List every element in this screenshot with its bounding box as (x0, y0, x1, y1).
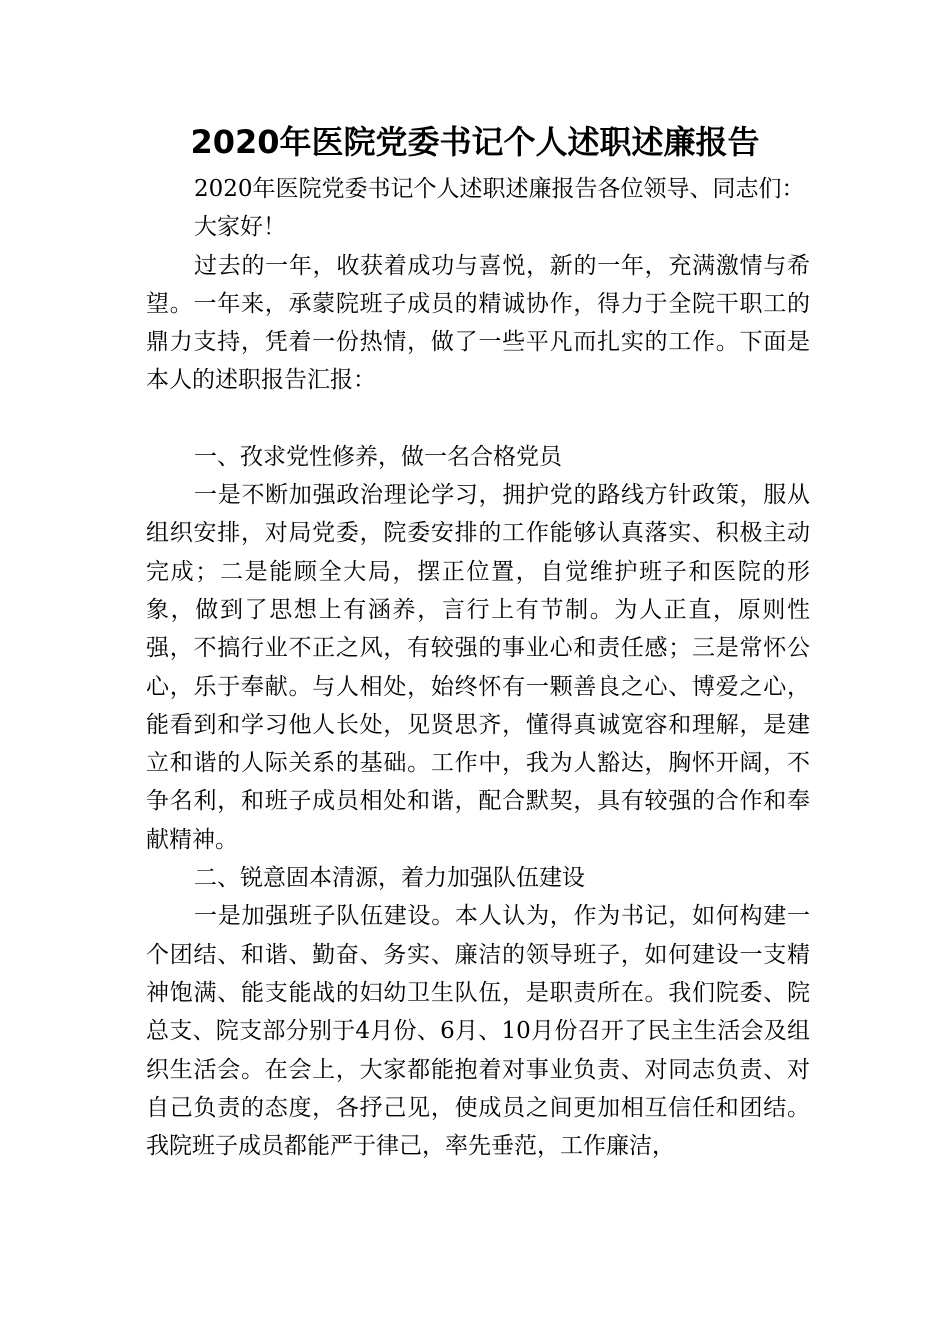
section-heading-1: 一、孜求党性修养，做一名合格党员 (194, 443, 562, 470)
greeting-paragraph: 大家好！ (194, 214, 286, 241)
document-title: 2020年医院党委书记个人述职述廉报告 (190, 123, 760, 161)
salutation-paragraph: 2020年医院党委书记个人述职述廉报告各位领导、同志们： (194, 176, 805, 202)
section-1-paragraph: 一是不断加强政治理论学习，拥护党的路线方针政策，服从组织安排，对局党委，院委安排的工作能够认真落实、积极主动完成；二是能顾全大局，摆正位置，自觉维护班子和医院的形象，做到了思想上有涵养，言行上有节制。为人正直，原则性强，不搞行业不正之风，有较强的事业心和责任感；三是常怀公心，乐于奉献。与人相处，始终怀有一颗善良之心、博爱之心，能看到和学习他人长处，见贤思齐，懂得真诚宽容和理解，是建立和谐的人际关系的基础。工作中，我为人豁达，胸怀开阔，不争名利，和班子成员相处和谐，配合默契，具有较强的合作和奉献精神。 (146, 482, 810, 853)
document-body (146, 170, 810, 1165)
section-2-paragraph: 一是加强班子队伍建设。本人认为，作为书记，如何构建一个团结、和谐、勤奋、务实、廉洁的领导班子，如何建设一支精神饱满、能支能战的妇幼卫生队伍，是职责所在。我们院委、院总支、院支部分别于4月份、6月、10月份召开了民主生活会及组织生活会。在会上，大家都能抱着对事业负责、对同志负责、对自己负责的态度，各抒己见，使成员之间更加相互信任和团结。我院班子成员都能严于律己，率先垂范，工作廉洁， (146, 903, 810, 1160)
intro-paragraph: 过去的一年，收获着成功与喜悦，新的一年，充满激情与希望。一年来，承蒙院班子成员的精诚协作，得力于全院干职工的鼎力支持，凭着一份热情，做了一些平凡而扎实的工作。下面是本人的述职报告汇报： (146, 252, 810, 394)
section-heading-2: 二、锐意固本清源，着力加强队伍建设 (194, 865, 585, 892)
